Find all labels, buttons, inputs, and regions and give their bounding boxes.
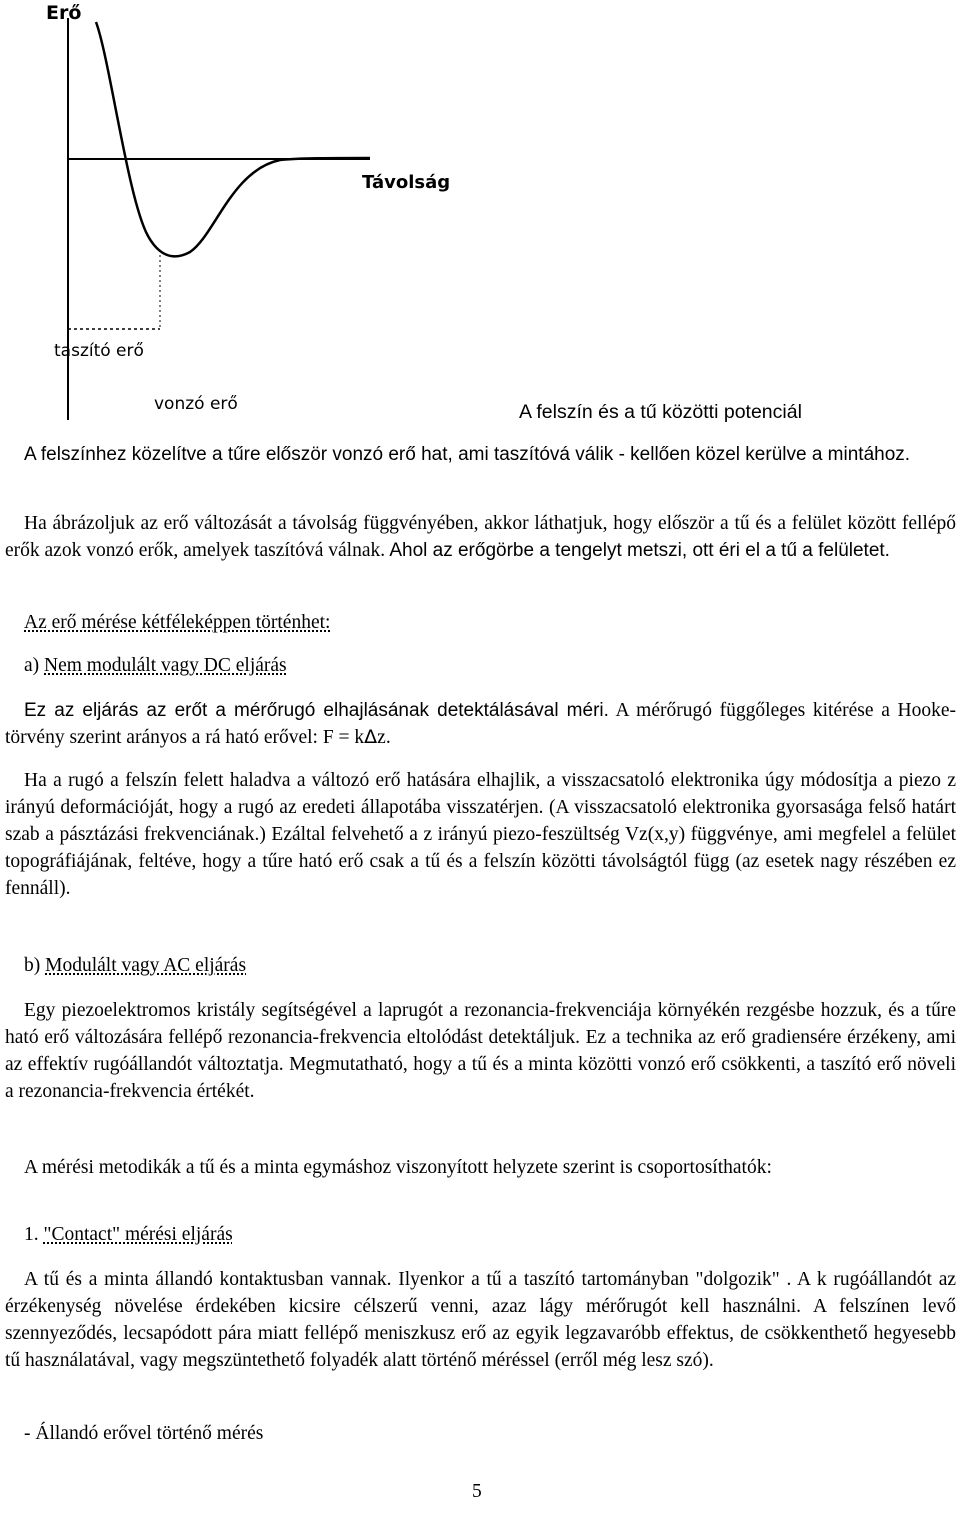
section-contact-heading [24, 1224, 233, 1246]
paragraph-intro: A felszínhez közelítve a tűre először vonzó erő hat, ami taszítóvá válik - kellően közel kerülve a mintához. [24, 444, 911, 465]
paragraph-dc-method [5, 697, 956, 751]
paragraph-dc-sans: Ez az eljárás az erőt a mérőrugó elhajlásának detektálásával méri. [24, 700, 609, 721]
paragraph-force-curve-serif: Ha ábrázoljuk az erő változását a távolság függvényében, akkor láthatjuk, hogy először a tű és a felület között fellépő erők azok vonzó erők, amelyek taszítóvá válnak. [5, 513, 956, 561]
paragraph-force-curve [5, 510, 956, 564]
section-b-prefix: b) [24, 955, 46, 976]
figure-caption: A felszín és a tű közötti potenciál [519, 401, 802, 423]
section-b-title: Modulált vagy AC eljárás [45, 955, 247, 976]
paragraph-classification: A mérési metodikák a tű és a minta egymáshoz viszonyított helyzete szerint is csoportosíthatók: [24, 1157, 772, 1178]
paragraph-contact: A tű és a minta állandó kontaktusban vannak. Ilyenkor a tű a taszító tartományban "dolgozik" . A k rugóállandót az érzékenység növelése érdekében kicsire célszerű venni, azaz lágy mérőrugót kell használni. A felszínen levő szennyeződés, lecsapódott pára miatt fellépő meniszkusz erő az egyik legzavaróbb effektus, de csökkenthető hegyesebb tű használatával, vagy megszüntethető folyadék alatt történő méréssel (erről még lesz szó). [5, 1269, 956, 1371]
page-number: 5 [472, 1481, 482, 1502]
constant-force-item: - Állandó erővel történő mérés [24, 1423, 264, 1444]
section-a-heading [24, 655, 287, 677]
section-contact-prefix: 1. [24, 1224, 44, 1245]
repulsive-force-label: taszító erő [54, 341, 144, 361]
x-axis-label: Távolság [362, 172, 451, 193]
paragraph-dc-end: z. [377, 727, 391, 748]
paragraph-feedback: Ha a rugó a felszín felett haladva a változó erő hatására elhajlik, a visszacsatoló elektronika úgy módosítja a piezo z irányú deformációját, hogy a rugó az eredeti állapotába visszatérjen. (A visszacsatoló elektronika gyorsasága felső határt szab a pásztázási frekvenciának.) Ezáltal felvehető a z irányú piezo-feszültség Vz(x,y) függvénye, ami megfelel a felület topográfiájának, feltéve, hogy a tűre ható erő csak a tű és a felszín közötti távolságtól függ (az esetek nagy részében ez fennáll). [5, 770, 956, 899]
y-axis-label: Erő [46, 2, 82, 24]
paragraph-dc-serif: A mérőrugó függőleges kitérése a Hooke-törvény szerint arányos a rá ható erővel: F = k [5, 700, 957, 748]
attractive-force-label: vonzó erő [154, 394, 238, 414]
delta-symbol: Δ [364, 726, 378, 748]
paragraph-ac-method: Egy piezoelektromos kristály segítségével a laprugót a rezonancia-frekvenciája környékén rezgésbe hozzuk, és a tűre ható erő változására fellépő rezonancia-frekvencia eltolódást detektáljuk. Ez a technika az erő gradiensére érzékeny, ami az effektív rugóállandót változtatja. Megmutatható, hogy a tű és a minta közötti vonzó erő csökkenti, a taszító erő növeli a rezonancia-frekvencia értékét. [5, 1000, 956, 1102]
section-a-prefix: a) [24, 655, 45, 676]
force-distance-figure [0, 0, 480, 420]
section-b-heading [24, 955, 246, 977]
paragraph-force-curve-sans: Ahol az erőgörbe a tengelyt metszi, ott éri el a tű a felületet. [385, 540, 890, 561]
measurement-heading: Az erő mérése kétféleképpen történhet: [24, 612, 331, 633]
force-curve [96, 22, 370, 256]
section-a-title: Nem modulált vagy DC eljárás [44, 655, 287, 676]
section-contact-title: "Contact" mérési eljárás [43, 1224, 233, 1245]
